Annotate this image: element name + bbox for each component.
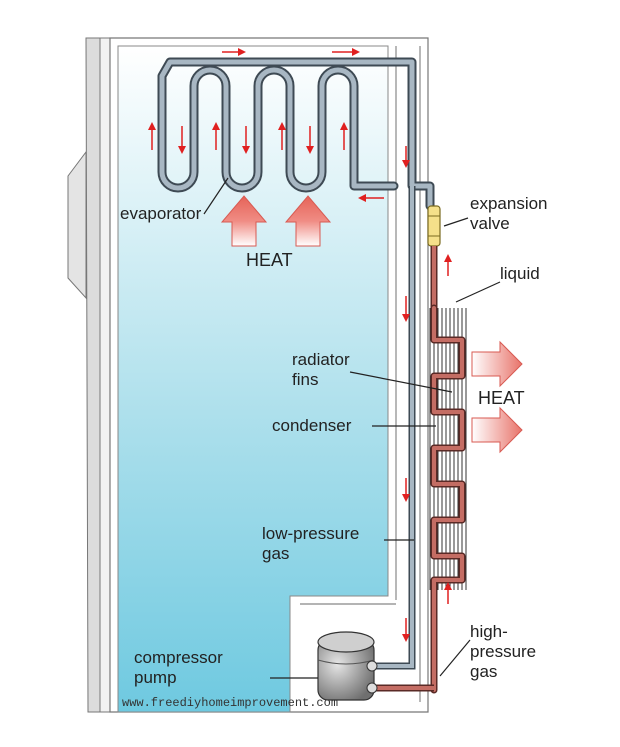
- radiator-fins-label-line1: radiator: [292, 350, 350, 369]
- expansion-valve: [428, 206, 440, 246]
- high-pressure-gas-label-line3: gas: [470, 662, 498, 681]
- compressor-pump: [318, 632, 377, 700]
- watermark: www.freediyhomeimprovement.com: [122, 696, 339, 710]
- expansion-valve-label-line1: expansion: [470, 194, 548, 213]
- liquid-label: liquid: [500, 264, 540, 283]
- refrigerator-door: [68, 38, 110, 712]
- evaporator-label: evaporator: [120, 204, 202, 223]
- compressor-pump-label-line2: pump: [134, 668, 177, 687]
- door-handle: [68, 152, 86, 298]
- high-pressure-gas-label-line1: high-: [470, 622, 508, 641]
- expansion-valve-label-line2: valve: [470, 214, 510, 233]
- heat-out-label: HEAT: [478, 388, 525, 408]
- flow-arrow: [444, 254, 452, 276]
- high-pressure-gas-label-line2: pressure: [470, 642, 537, 661]
- flow-arrow: [444, 582, 452, 604]
- radiator-fins-label-line2: fins: [292, 370, 319, 389]
- compressor-pump-label-line1: compressor: [134, 648, 223, 667]
- condenser-label: condenser: [272, 416, 352, 435]
- heat-in-label: HEAT: [246, 250, 293, 270]
- low-pressure-gas-label-line1: low-pressure: [262, 524, 360, 543]
- low-pressure-gas-label-line2: gas: [262, 544, 290, 563]
